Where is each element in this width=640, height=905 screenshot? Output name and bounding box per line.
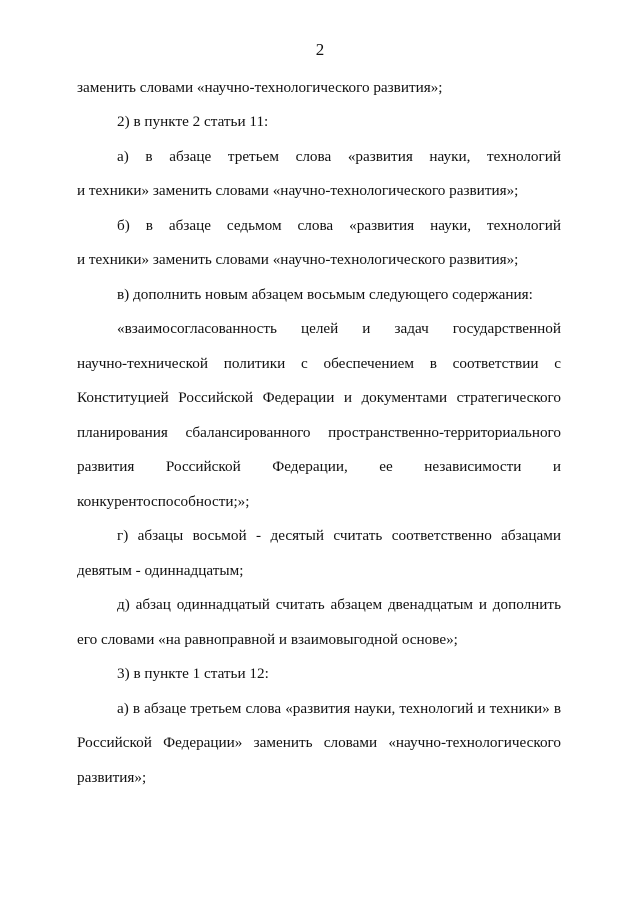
text-line-2: 2) в пункте 2 статьи 11: — [117, 113, 269, 130]
text-line-17: его словами «на равноправной и взаимовыгодной основе»; — [77, 631, 458, 648]
text-line-3: а) в абзаце третьем слова «развития науки, технологий — [117, 148, 561, 165]
text-line-15: девятым - одиннадцатым; — [77, 562, 244, 579]
text-line-7: в) дополнить новым абзацем восьмым следующего содержания: — [117, 286, 533, 303]
text-line-9: научно-технической политики с обеспечением в соответствии с — [77, 355, 561, 372]
text-line-20: Российской Федерации» заменить словами «научно-технологического — [77, 734, 561, 751]
text-line-4: и техники» заменить словами «научно-технологического развития»; — [77, 182, 519, 199]
text-line-13: конкурентоспособности;»; — [77, 493, 250, 510]
text-line-11: планирования сбалансированного пространственно-территориального — [77, 424, 561, 441]
text-line-19: а) в абзаце третьем слова «развития науки, технологий и техники» в — [117, 700, 561, 717]
page-number: 2 — [315, 40, 325, 59]
text-line-1: заменить словами «научно-технологического развития»; — [77, 79, 443, 96]
text-line-16: д) абзац одиннадцатый считать абзацем двенадцатым и дополнить — [117, 596, 561, 613]
text-line-10: Конституцией Российской Федерации и документами стратегического — [77, 389, 561, 406]
text-line-18: 3) в пункте 1 статьи 12: — [117, 665, 269, 682]
text-line-8: «взаимосогласованность целей и задач государственной — [117, 320, 561, 337]
text-line-21: развития»; — [77, 769, 147, 786]
text-line-5: б) в абзаце седьмом слова «развития науки, технологий — [117, 217, 561, 234]
text-line-6: и техники» заменить словами «научно-технологического развития»; — [77, 251, 519, 268]
text-line-14: г) абзацы восьмой - десятый считать соответственно абзацами — [117, 527, 561, 544]
text-line-12: развития Российской Федерации, ее независимости и — [77, 458, 561, 475]
